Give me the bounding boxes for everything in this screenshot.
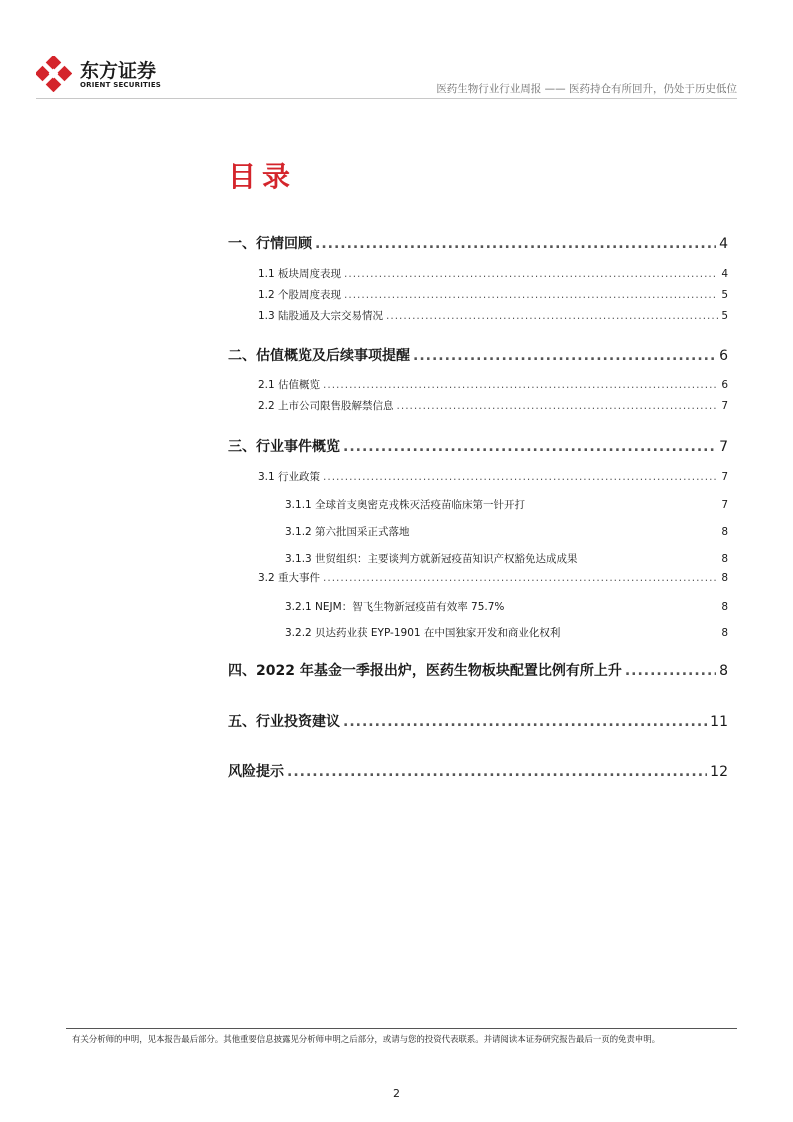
- toc-entry-label: 一、行情回顾: [228, 236, 312, 252]
- toc-entry-page: 8: [721, 553, 728, 565]
- toc-entry[interactable]: [228, 377, 728, 392]
- header-divider: [36, 98, 737, 99]
- toc-entry[interactable]: [228, 287, 728, 302]
- toc-entry-page: 12: [710, 764, 728, 780]
- toc-entry-label: 五、行业投资建议: [228, 714, 340, 730]
- toc-entry[interactable]: [228, 233, 728, 253]
- toc-entry[interactable]: [228, 469, 728, 484]
- toc-entry-label: 2.1 估值概览: [258, 379, 321, 391]
- orient-securities-logo-icon: [36, 56, 72, 92]
- toc-entry[interactable]: [228, 625, 728, 640]
- toc-entry-page: 8: [721, 572, 728, 584]
- footer-divider: [66, 1028, 737, 1029]
- toc-entry-label: 3.2.1 NEJM：智飞生物新冠疫苗有效率 75.7%: [285, 601, 505, 613]
- toc-leader-dots: [343, 714, 707, 730]
- toc-leader-dots: [343, 439, 716, 455]
- toc-entry-page: 8: [721, 526, 728, 538]
- toc-entry[interactable]: [228, 345, 728, 365]
- toc-entry-page: 7: [721, 400, 728, 412]
- toc-leader-dots: [287, 764, 707, 780]
- toc-entry[interactable]: [228, 308, 728, 323]
- toc-entry-label: 2.2 上市公司限售股解禁信息: [258, 400, 394, 412]
- toc-leader-dots: [413, 348, 716, 364]
- toc-entry[interactable]: [228, 551, 728, 566]
- toc-entry-page: 5: [721, 289, 728, 301]
- toc-entry[interactable]: [228, 524, 728, 539]
- toc-entry-page: 7: [719, 439, 728, 455]
- toc-entry-page: 7: [721, 499, 728, 511]
- toc-entry-label: 3.1.3 世贸组织：主要谈判方就新冠疫苗知识产权豁免达成成果: [285, 553, 578, 565]
- toc-entry-page: 7: [721, 471, 728, 483]
- toc-leader-dots: [625, 663, 716, 679]
- toc-leader-dots: [344, 268, 718, 280]
- toc-entry-label: 风险提示: [228, 764, 284, 780]
- toc-entry-label: 3.1.1 全球首支奥密克戎株灭活疫苗临床第一针开打: [285, 499, 526, 511]
- toc-entry[interactable]: [228, 398, 728, 413]
- toc-leader-dots: [323, 572, 718, 584]
- brand-name-en: ORIENT SECURITIES: [80, 81, 162, 89]
- toc-leader-dots: [323, 379, 718, 391]
- toc-entry-label: 1.3 陆股通及大宗交易情况: [258, 310, 384, 322]
- toc-entry-page: 6: [721, 379, 728, 391]
- toc-entry-label: 1.1 板块周度表现: [258, 268, 342, 280]
- toc-entry[interactable]: [228, 570, 728, 585]
- toc-entry-label: 四、2022 年基金一季报出炉，医药生物板块配置比例有所上升: [228, 663, 622, 679]
- toc-entry-page: 4: [721, 268, 728, 280]
- toc-entry-page: 11: [710, 714, 728, 730]
- toc-leader-dots: [315, 236, 716, 252]
- toc-leader-dots: [344, 289, 718, 301]
- toc-entry-label: 三、行业事件概览: [228, 439, 340, 455]
- brand-logo: [36, 54, 176, 94]
- toc-entry[interactable]: [228, 660, 728, 680]
- toc-entry-page: 5: [721, 310, 728, 322]
- toc-entry-page: 8: [721, 601, 728, 613]
- toc-entry-label: 1.2 个股周度表现: [258, 289, 342, 301]
- toc-entry-page: 8: [719, 663, 728, 679]
- toc-entry-label: 3.2 重大事件: [258, 572, 321, 584]
- toc-entry-label: 3.2.2 贝达药业获 EYP-1901 在中国独家开发和商业化权利: [285, 627, 561, 639]
- toc-entry-page: 4: [719, 236, 728, 252]
- toc-entry[interactable]: [228, 711, 728, 731]
- toc-heading: 目录: [228, 160, 297, 193]
- toc-entry[interactable]: [228, 266, 728, 281]
- toc-entry[interactable]: [228, 761, 728, 781]
- toc-entry-page: 6: [719, 348, 728, 364]
- toc-entry-page: 8: [721, 627, 728, 639]
- page-number: 2: [393, 1087, 400, 1100]
- toc-entry-label: 3.1 行业政策: [258, 471, 321, 483]
- footer-disclaimer: 有关分析师的申明，见本报告最后部分。其他重要信息披露见分析师申明之后部分，或请与您的投资代表联系。并请阅读本证券研究报告最后一页的免责申明。: [72, 1035, 661, 1045]
- toc-entry-label: 二、估值概览及后续事项提醒: [228, 348, 410, 364]
- report-title: 医药生物行业行业周报 —— 医药持仓有所回升，仍处于历史低位: [436, 83, 737, 95]
- toc-entry[interactable]: [228, 436, 728, 456]
- toc-entry[interactable]: [228, 497, 728, 512]
- toc-leader-dots: [323, 471, 718, 483]
- toc-entry[interactable]: [228, 599, 728, 614]
- brand-name-cn: 东方证券: [80, 60, 157, 82]
- toc-leader-dots: [386, 310, 718, 322]
- toc-leader-dots: [397, 400, 719, 412]
- toc-entry-label: 3.1.2 第六批国采正式落地: [285, 526, 410, 538]
